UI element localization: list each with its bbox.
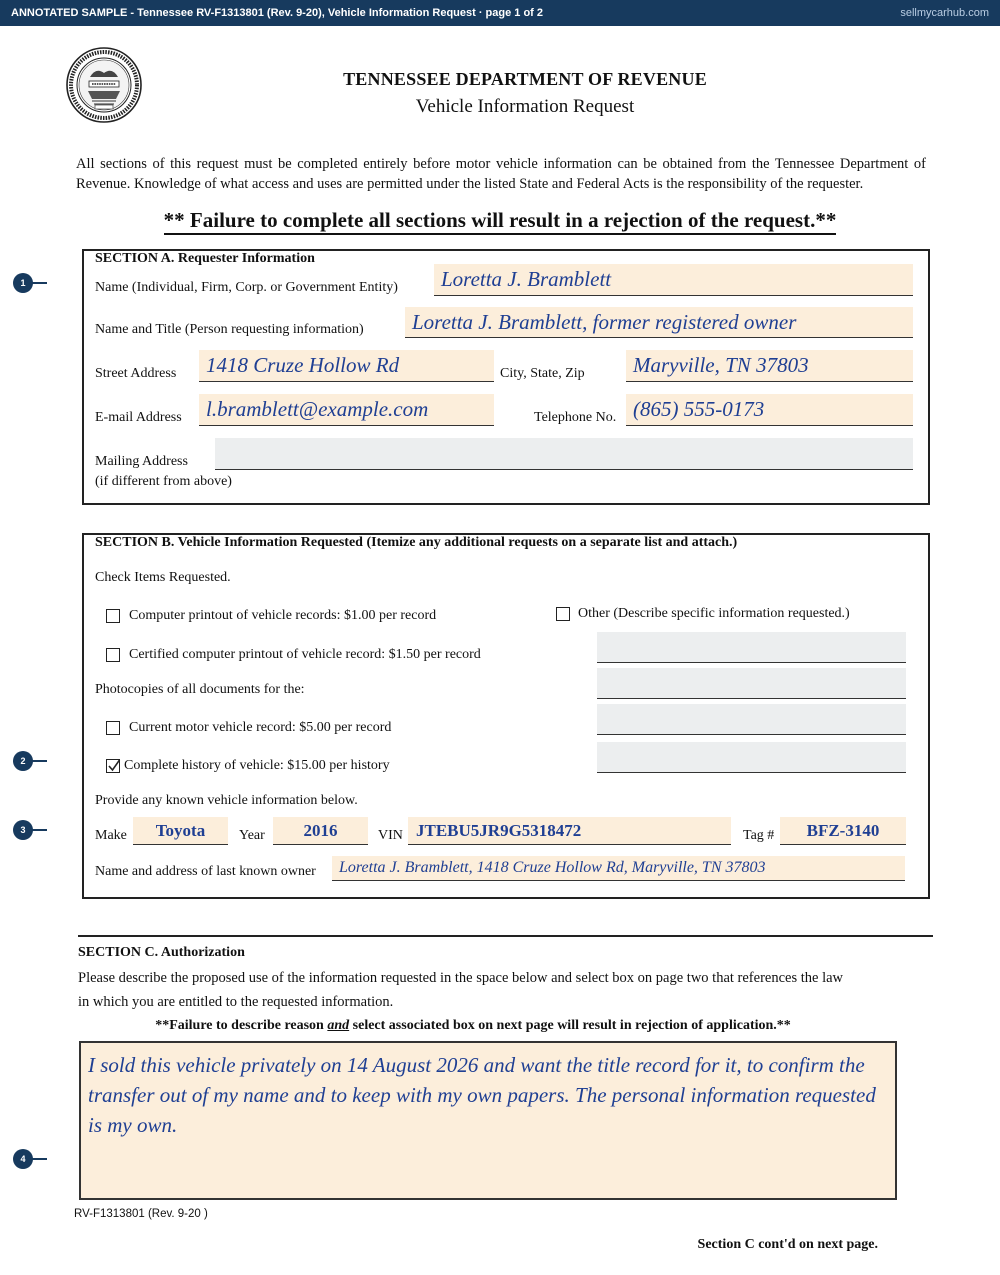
vin-field[interactable]: JTEBU5JR9G5318472: [408, 817, 731, 845]
telephone-label: Telephone No.: [534, 410, 617, 425]
email-label: E-mail Address: [95, 410, 182, 425]
name-field[interactable]: Loretta J. Bramblett: [434, 264, 913, 296]
marker-2-label: 2: [13, 751, 33, 771]
section-a-title: SECTION A. Requester Information: [95, 251, 315, 266]
telephone-field[interactable]: (865) 555-0173: [626, 394, 913, 426]
vin-label: VIN: [378, 828, 403, 843]
section-c-instructions-line2: in which you are entitled to the requested information.: [78, 994, 394, 1010]
make-field[interactable]: Toyota: [133, 817, 228, 845]
other-description-field-3[interactable]: [597, 704, 906, 735]
other-option-label: Other (Describe specific information requested.): [578, 606, 850, 621]
notice-part-a: **Failure to describe reason: [155, 1018, 328, 1033]
name-label: Name (Individual, Firm, Corp. or Government Entity): [95, 280, 398, 295]
current-record-option-label: Current motor vehicle record: $5.00 per record: [129, 720, 392, 735]
notice-part-b: select associated box on next page will result in rejection of application.**: [349, 1018, 791, 1033]
form-title: Vehicle Information Request: [415, 96, 635, 117]
mailing-address-sublabel: (if different from above): [95, 474, 232, 489]
mailing-address-label: Mailing Address: [95, 454, 188, 469]
printout-option-label: Computer printout of vehicle records: $1.00 per record: [129, 608, 437, 623]
certified-checkbox[interactable]: [106, 648, 120, 662]
last-owner-label: Name and address of last known owner: [95, 864, 316, 879]
top-banner: [0, 0, 1000, 26]
agency-title: TENNESSEE DEPARTMENT OF REVENUE: [343, 69, 707, 89]
complete-history-checkbox[interactable]: [106, 759, 120, 773]
rejection-warning: [60, 208, 940, 233]
check-items-label: Check Items Requested.: [95, 570, 231, 585]
section-c-instructions-line1: Please describe the proposed use of the information requested in the space below and select box on page two that references the law: [78, 970, 844, 986]
other-description-field-1[interactable]: [597, 632, 906, 663]
notice-and: and: [327, 1018, 350, 1033]
city-state-zip-label: City, State, Zip: [500, 366, 585, 381]
other-description-field-2[interactable]: [597, 668, 906, 699]
section-c-failure-notice: [78, 1018, 868, 1034]
make-label: Make: [95, 828, 127, 843]
printout-checkbox[interactable]: [106, 609, 120, 623]
name-title-field[interactable]: Loretta J. Bramblett, former registered owner: [405, 307, 913, 338]
marker-1-label: 1: [13, 273, 33, 293]
marker-3-label: 3: [13, 820, 33, 840]
city-state-zip-field[interactable]: Maryville, TN 37803: [626, 350, 913, 382]
banner-title: ANNOTATED SAMPLE - Tennessee RV-F1313801 (Rev. 9-20), Vehicle Information Request · page 1 of 2: [11, 7, 544, 19]
street-label: Street Address: [95, 366, 177, 381]
intro-paragraph: All sections of this request must be completed entirely before motor vehicle information can be obtained from the Tennessee Department of Revenue. Knowledge of what access and uses are permitted under the listed State and Federal Acts is the responsibility of the requester.: [76, 156, 926, 192]
photocopies-label: Photocopies of all documents for the:: [95, 682, 305, 697]
other-checkbox[interactable]: [556, 607, 570, 621]
checkmark-icon: [107, 758, 121, 774]
street-field[interactable]: 1418 Cruze Hollow Rd: [199, 350, 494, 382]
banner-site-link[interactable]: sellmycarhub.com: [900, 7, 989, 19]
email-field[interactable]: l.bramblett@example.com: [199, 394, 494, 426]
section-b-title: SECTION B. Vehicle Information Requested (Itemize any additional requests on a separate list and attach.): [95, 535, 738, 550]
provide-info-label: Provide any known vehicle information below.: [95, 793, 358, 808]
complete-history-option-label: Complete history of vehicle: $15.00 per history: [124, 758, 390, 773]
annotation-marker-1: [0, 273, 47, 293]
other-description-field-4[interactable]: [597, 742, 906, 773]
continued-notice: Section C cont'd on next page.: [697, 1237, 878, 1252]
name-title-label: Name and Title (Person requesting information): [95, 322, 364, 337]
mailing-address-field[interactable]: [215, 438, 913, 470]
rejection-warning-text: ** Failure to complete all sections will result in a rejection of the request.**: [164, 208, 837, 235]
marker-4-label: 4: [13, 1149, 33, 1169]
certified-option-label: Certified computer printout of vehicle record: $1.50 per record: [129, 647, 481, 662]
current-record-checkbox[interactable]: [106, 721, 120, 735]
annotation-marker-2: [0, 751, 47, 771]
section-a-box: [82, 249, 930, 505]
section-c-rule: [78, 935, 933, 937]
last-owner-field[interactable]: Loretta J. Bramblett, 1418 Cruze Hollow Rd, Maryville, TN 37803: [332, 856, 905, 881]
year-label: Year: [239, 828, 265, 843]
year-field[interactable]: 2016: [273, 817, 368, 845]
section-c-title: SECTION C. Authorization: [78, 945, 245, 960]
section-b-box: [82, 533, 930, 899]
annotation-marker-3: [0, 820, 47, 840]
annotation-marker-4: [0, 1149, 47, 1169]
tag-field[interactable]: BFZ-3140: [780, 817, 906, 845]
tennessee-state-seal-icon: [66, 47, 142, 123]
proposed-use-textarea[interactable]: I sold this vehicle privately on 14 August 2026 and want the title record for it, to confirm the transfer out of my name and to keep with my own papers. The personal information requested is my own.: [79, 1041, 897, 1200]
form-number: RV-F1313801 (Rev. 9-20 ): [74, 1208, 208, 1220]
tag-label: Tag #: [743, 828, 775, 843]
